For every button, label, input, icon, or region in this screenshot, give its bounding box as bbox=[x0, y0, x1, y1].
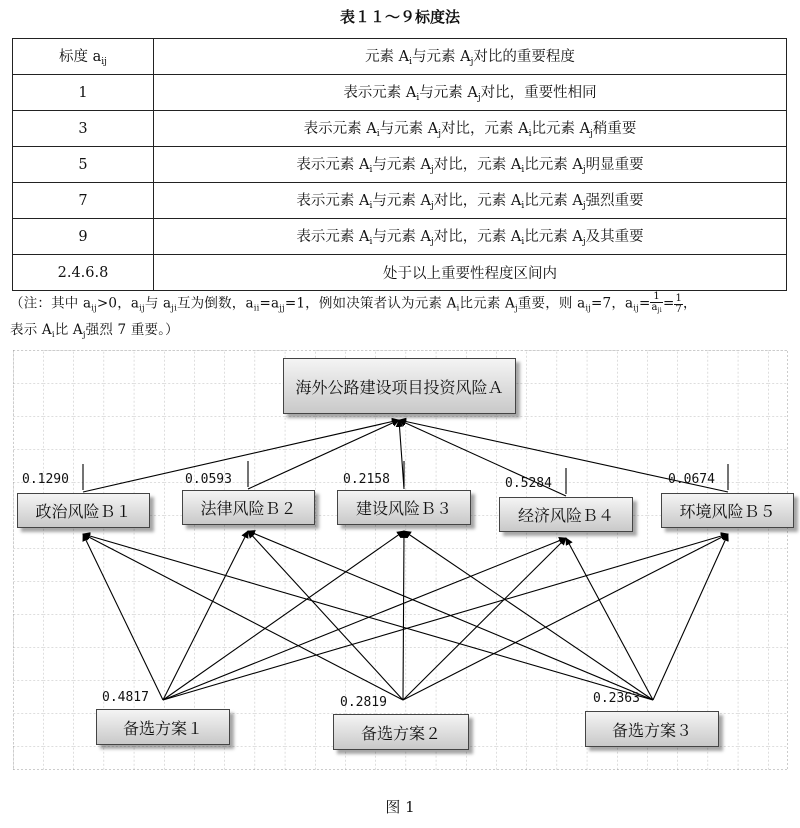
note-line-2: 表示 $A_i$比 $A_j$强烈 7 重要。） bbox=[10, 321, 179, 339]
row-scale: 1 bbox=[13, 75, 154, 111]
alternative-node-2: 备选方案２ bbox=[333, 714, 469, 750]
row-text: 表示元素 $A_i$与元素 $A_j$对比，元素 $A_i$比元素 $A_j$强烈重要 bbox=[154, 183, 787, 219]
alternative-weight: 0.2363 bbox=[593, 691, 640, 706]
row-scale: 7 bbox=[13, 183, 154, 219]
row-text: 表示元素 $A_i$与元素 $A_j$对比，元素 $A_i$比元素 $A_j$稍重要 bbox=[154, 111, 787, 147]
row-text: 表示元素 $A_i$与元素 $A_j$对比，元素 $A_i$比元素 $A_j$明显重要 bbox=[154, 147, 787, 183]
hierarchy-diagram bbox=[13, 350, 788, 770]
row-scale: 9 bbox=[13, 219, 154, 255]
note-line-1: （注：其中 $a_{ij}>0$，$a_{ij}$与 $a_{ji}$互为倒数，$a_{ii}=a_{jj}=1$，例如决策者认为元素 $A_i$比元素 $A_j$重要，则 $a_{ij}=7$，$a_{ij}=$ $\frac{1}{a_{ji}}$ = $\frac{1}{7}$ ， bbox=[10, 291, 697, 315]
row-text: 表示元素 $A_i$与元素 $A_j$对比，元素 $A_i$比元素 $A_j$及其重要 bbox=[154, 219, 787, 255]
fraction-1-over-7: $\frac{1}{7}$ bbox=[675, 292, 683, 315]
criterion-weight: 0.1290 bbox=[22, 472, 69, 487]
row-text: 处于以上重要性程度区间内 bbox=[154, 255, 787, 291]
criterion-node-b5: 环境风险Ｂ５ bbox=[661, 493, 794, 528]
alternative-weight: 0.2819 bbox=[340, 695, 387, 710]
table-header-row bbox=[13, 39, 787, 75]
table-row bbox=[13, 147, 787, 183]
alternative-weight: 0.4817 bbox=[102, 690, 149, 705]
alternative-node-3: 备选方案３ bbox=[585, 711, 719, 747]
scale-table bbox=[12, 38, 787, 291]
row-scale: 3 bbox=[13, 111, 154, 147]
criterion-weight: 0.2158 bbox=[343, 472, 390, 487]
criterion-weight: 0.5284 bbox=[505, 476, 552, 491]
table-row bbox=[13, 255, 787, 291]
table-row bbox=[13, 75, 787, 111]
criterion-node-b4: 经济风险Ｂ４ bbox=[499, 497, 633, 532]
alternative-node-1: 备选方案１ bbox=[96, 709, 230, 745]
row-text: 表示元素 $A_i$与元素 $A_j$对比，重要性相同 bbox=[154, 75, 787, 111]
criterion-node-b2: 法律风险Ｂ２ bbox=[182, 490, 315, 525]
table-row bbox=[13, 111, 787, 147]
criterion-weight: 0.0674 bbox=[668, 472, 715, 487]
criterion-node-b3: 建设风险Ｂ３ bbox=[337, 490, 471, 525]
criterion-node-b1: 政治风险Ｂ１ bbox=[17, 493, 150, 528]
header-meaning: 元素 $A_i$与元素 $A_j$对比的重要程度 bbox=[154, 39, 787, 75]
criterion-weight: 0.0593 bbox=[185, 472, 232, 487]
table-row bbox=[13, 183, 787, 219]
table-note bbox=[10, 292, 795, 344]
table-title: 表１１～９标度法 bbox=[339, 8, 460, 26]
row-scale: 2.4.6.8 bbox=[13, 255, 154, 291]
fraction-1-over-aji: $\frac{1}{a_{ji}}$ bbox=[651, 291, 662, 315]
header-scale: 标度 $a_{ij}$ bbox=[13, 39, 154, 75]
figure-caption: 图 1 bbox=[385, 798, 415, 816]
goal-node: 海外公路建设项目投资风险Ａ bbox=[283, 358, 516, 414]
row-scale: 5 bbox=[13, 147, 154, 183]
table-row bbox=[13, 219, 787, 255]
